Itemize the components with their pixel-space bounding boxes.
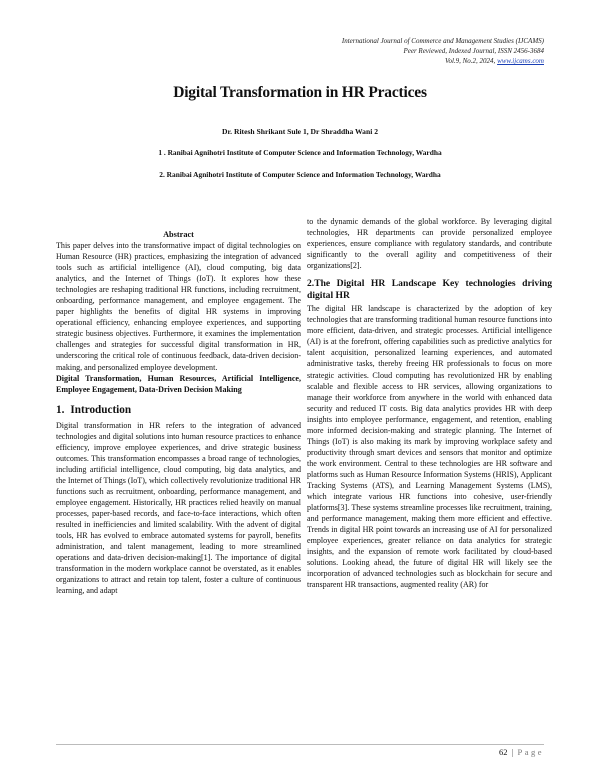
left-column [56,216,301,596]
page-footer [499,747,544,757]
section-title: Introduction [70,403,132,416]
affiliation-2: 2. Ranibai Agnihotri Institute of Computer Science and Information Technology, Wardha [159,170,441,179]
introduction-heading [56,403,301,417]
section2-body: The digital HR landscape is characterized by the adoption of key technologies that are transforming traditional human resource functions into more efficient, data-driven, and strategic processes. Artificial intelligence (AI) is at the forefront, offering capabilities such as predictive analytics for talent acquisition, personalized learning experiences, and automated administrative tasks, thereby freeing HR professionals to focus on more strategic activities. Cloud computing has revolutionized HR by enabling scalable and flexible access to HR services, allowing organizations to manage their workforce from anywhere in the world with enhanced data security and reduced IT costs. Big data analytics provides HR with deep insights into employee performance, engagement, and retention, enabling more informed decision-making and strategic planning. The Internet of Things (IoT) is also making its mark by improving workplace safety and productivity through smart devices and sensors that monitor and optimize the work environment. Central to these technologies are HR software and platforms such as Human Resource Information Systems (HRIS), Applicant Tracking Systems (ATS), and Learning Management Systems (LMS), which integrate various HR functions into cohesive, user-friendly platforms[3]. These systems streamline processes like recruitment, training, and performance management, making them more efficient and effective. Trends in digital HR point towards an increasing use of AI for personalized employee experiences, greater reliance on data analytics for strategic insights, and the expansion of remote work facilitated by cloud-based solutions. Looking ahead, the future of digital HR will likely see the incorporation of advanced technologies such as blockchain for secure and transparent HR transactions, augmented reality (AR) for [307,304,552,590]
page-label: Page [517,747,544,757]
page-number: 62 [499,747,508,757]
right-column [307,216,552,590]
introduction-body: Digital transformation in HR refers to the integration of advanced technologies and digital solutions into human resource practices to enhance efficiency, improve employee experiences, and drive strategic business outcomes. This transformation encompasses a broad range of technologies, including artificial intelligence, cloud computing, big data analytics, and the Internet of Things (IoT), which collectively revolutionize traditional HR functions such as recruitment, onboarding, performance management, and employee engagement. Historically, HR practices relied heavily on manual processes, paper-based records, and face-to-face interactions, which often resulted in inefficiencies and limited scalability. With the advent of digital tools, HR has evolved to embrace automated systems for payroll, benefits administration, and talent management, leading to more streamlined operations and data-driven decision-making[1]. The importance of digital transformation in the modern workplace cannot be overstated, as it enables organizations to attract and retain top talent, foster a culture of continuous learning, and adapt [56,420,301,596]
journal-header [342,36,544,66]
paper-title: Digital Transformation in HR Practices [173,84,427,101]
section2-heading: 2.The Digital HR Landscape Key technologies driving digital HR [307,278,552,302]
introduction-continuation: to the dynamic demands of the global workforce. By leveraging digital technologies, HR departments can provide personalized employee experiences, ensure compliance with regulatory standards, and contribute significantly to the overall agility and competitiveness of their organizations[2]. [307,217,552,271]
affiliation-1: 1 . Ranibai Agnihotri Institute of Computer Science and Information Technology, Wardha [158,148,442,157]
journal-name: International Journal of Commerce and Management Studies (IJCAMS) [341,37,544,45]
abstract-heading: Abstract [163,230,194,239]
keywords: Digital Transformation, Human Resources, Artificial Intelligence, Employee Engagement, Data-Driven Decision Making [56,373,301,394]
journal-issn: Peer Reviewed, Indexed Journal, ISSN 2456-3684 [403,47,544,55]
volume-text: Vol.9, No.2, 2024, [444,57,496,65]
journal-url-link[interactable]: www.ijcams.com [497,57,544,65]
journal-volume [342,56,544,66]
page-separator: | [511,747,514,757]
section-number: 1. [56,403,65,416]
abstract-body: This paper delves into the transformative impact of digital technologies on Human Resource (HR) practices, emphasizing the integration of advanced tools such as artificial intelligence (AI), cloud computing, big data analytics, and the Internet of Things (IoT). It explores how these technologies are reshaping traditional HR functions, including recruitment, onboarding, performance management, and employee engagement. The paper highlights the benefits of digital HR systems in improving operational efficiency, enhancing employee experiences, and supporting strategic business objectives. Furthermore, it examines the implementation challenges and strategies for successful digital transformation in HR, underscoring the critical role of continuous feedback, data-driven decision-making, and personalized employee development. [56,241,301,372]
footer-divider [56,744,544,745]
authors: Dr. Ritesh Shrikant Sule 1, Dr Shraddha Wani 2 [222,127,378,136]
